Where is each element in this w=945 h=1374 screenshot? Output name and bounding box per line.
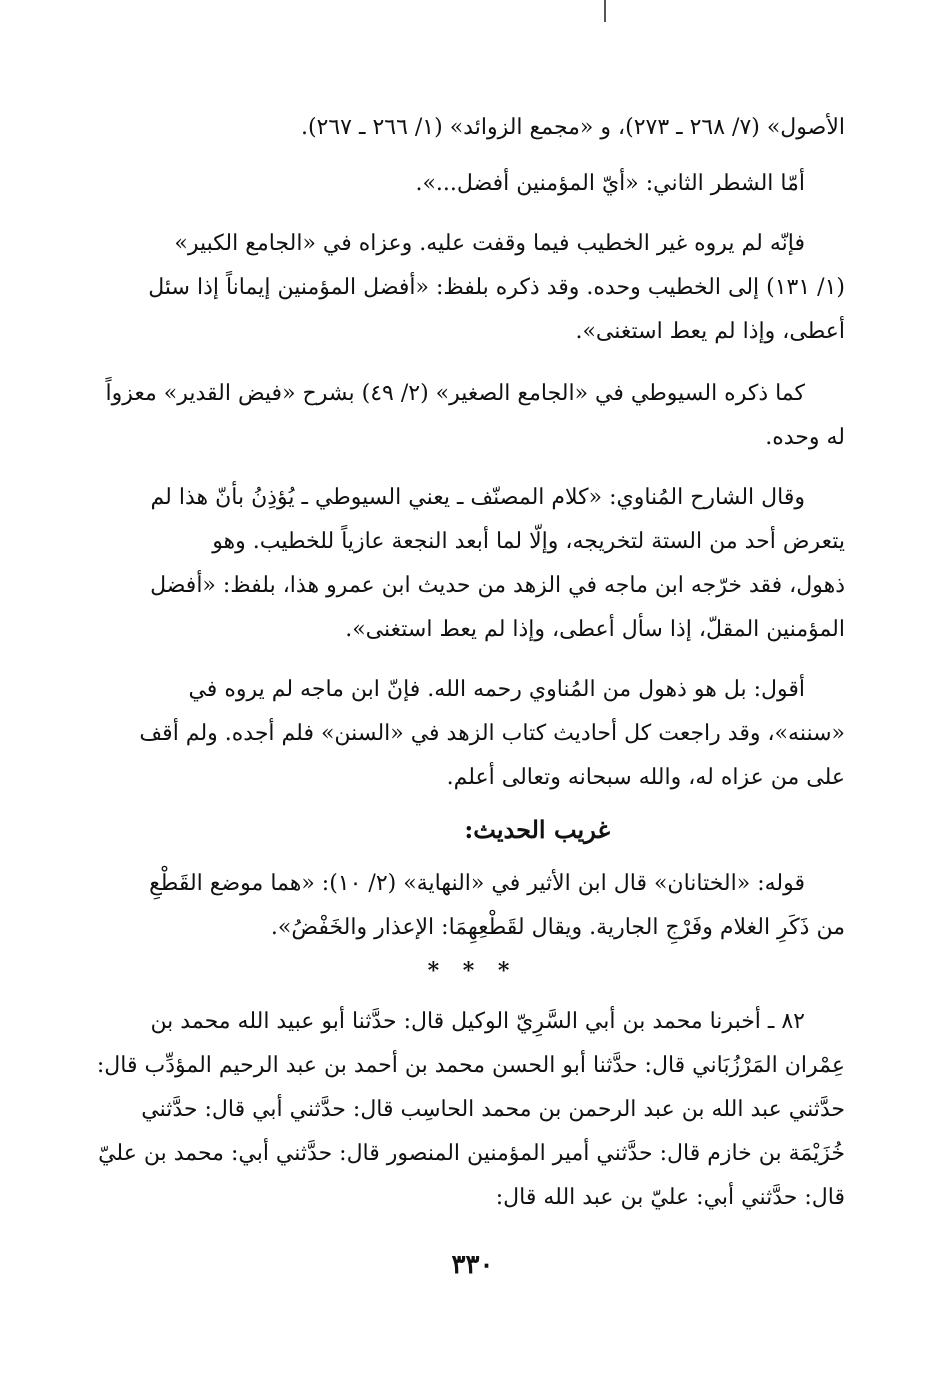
text-line: وقال الشارح المُناوي: «كلام المصنّف ـ يعني السيوطي ـ يُؤذِنُ بأنّ هذا لم [150,485,805,510]
text-line: المؤمنين المقلّ، إذا سأل أعطى، وإذا لم يعط استغنى». [345,617,845,642]
text-line: أقول: بل هو ذهول من المُناوي رحمه الله. فإنّ ابن ماجه لم يروه في [188,677,805,702]
paragraph-munawi [95,476,845,652]
text-line: الأصول» (٧/ ٢٦٨ ـ ٢٧٣)، و «مجمع الزوائد» (١/ ٢٦٦ ـ ٢٦٧). [300,115,845,140]
section-heading-gharib: غريب الحديث: [464,815,610,844]
paragraph-suyuti [95,372,845,460]
paragraph-gharib [95,862,845,950]
text-line: (١/ ١٣١) إلى الخطيب وحده. وقد ذكره بلفظ: «أفضل المؤمنين إيماناً إذا سئل [148,275,845,300]
text-line: أمّا الشطر الثاني: «أيّ المؤمنين أفضل...». [415,171,805,196]
section-separator: * * * [427,958,518,984]
text-line: ٨٢ ـ أخبرنا محمد بن أبي السَّرِيّ الوكيل قال: حدَّثنا أبو عبيد الله محمد بن [150,1009,805,1034]
text-line: يتعرض أحد من الستة لتخريجه، وإلّا لما أبعد النجعة عازياً للخطيب. وهو [212,529,845,554]
text-line: من ذَكَرِ الغلام وفَرْجِ الجارية. ويقال لقَطْعِهِمَا: الإعذار والخَفْضُ». [270,915,845,940]
paragraph-hadith-82 [95,1000,845,1220]
text-line: عِمْران المَرْزُبَاني قال: حدَّثنا أبو الحسن محمد بن أحمد بن عبد الرحيم المؤدِّب قال: [96,1053,845,1078]
text-line: قوله: «الختانان» قال ابن الأثير في «النهاية» (٢/ ١٠): «هما موضع القَطْعِ [149,871,805,896]
text-line: له وحده. [765,425,845,450]
text-line: قال: حدَّثني أبي: عليّ بن عبد الله قال: [495,1185,845,1210]
page-number: ٣٣٠ [451,1250,494,1280]
page-fold-mark [604,0,606,22]
text-line: على من عزاه له، والله سبحانه وتعالى أعلم. [446,765,845,790]
paragraph-khatib [95,222,845,354]
text-line: أعطى، وإذا لم يعط استغنى». [575,319,845,344]
text-line: «سننه»، وقد راجعت كل أحاديث كتاب الزهد في «السنن» فلم أجده. ولم أقف [139,721,845,746]
text-line: فإنّه لم يروه غير الخطيب فيما وقفت عليه. وعزاه في «الجامع الكبير» [174,231,805,256]
text-line: حدَّثني عبد الله بن عبد الرحمن بن محمد الحاسِب قال: حدَّثني أبي قال: حدَّثني [141,1097,845,1122]
text-line: خُزَيْمَة بن خازم قال: حدَّثني أمير المؤمنين المنصور قال: حدَّثني أبي: محمد بن عليّ [98,1141,845,1166]
text-line: ذهول، فقد خرّجه ابن ماجه في الزهد من حديث ابن عمرو هذا، بلفظ: «أفضل [150,573,845,598]
paragraph-aqul [95,668,845,800]
paragraph-second-part [95,162,805,206]
paragraph-citation-end [95,106,845,150]
text-line: كما ذكره السيوطي في «الجامع الصغير» (٢/ ٤٩) بشرح «فيض القدير» معزواً [105,381,805,406]
